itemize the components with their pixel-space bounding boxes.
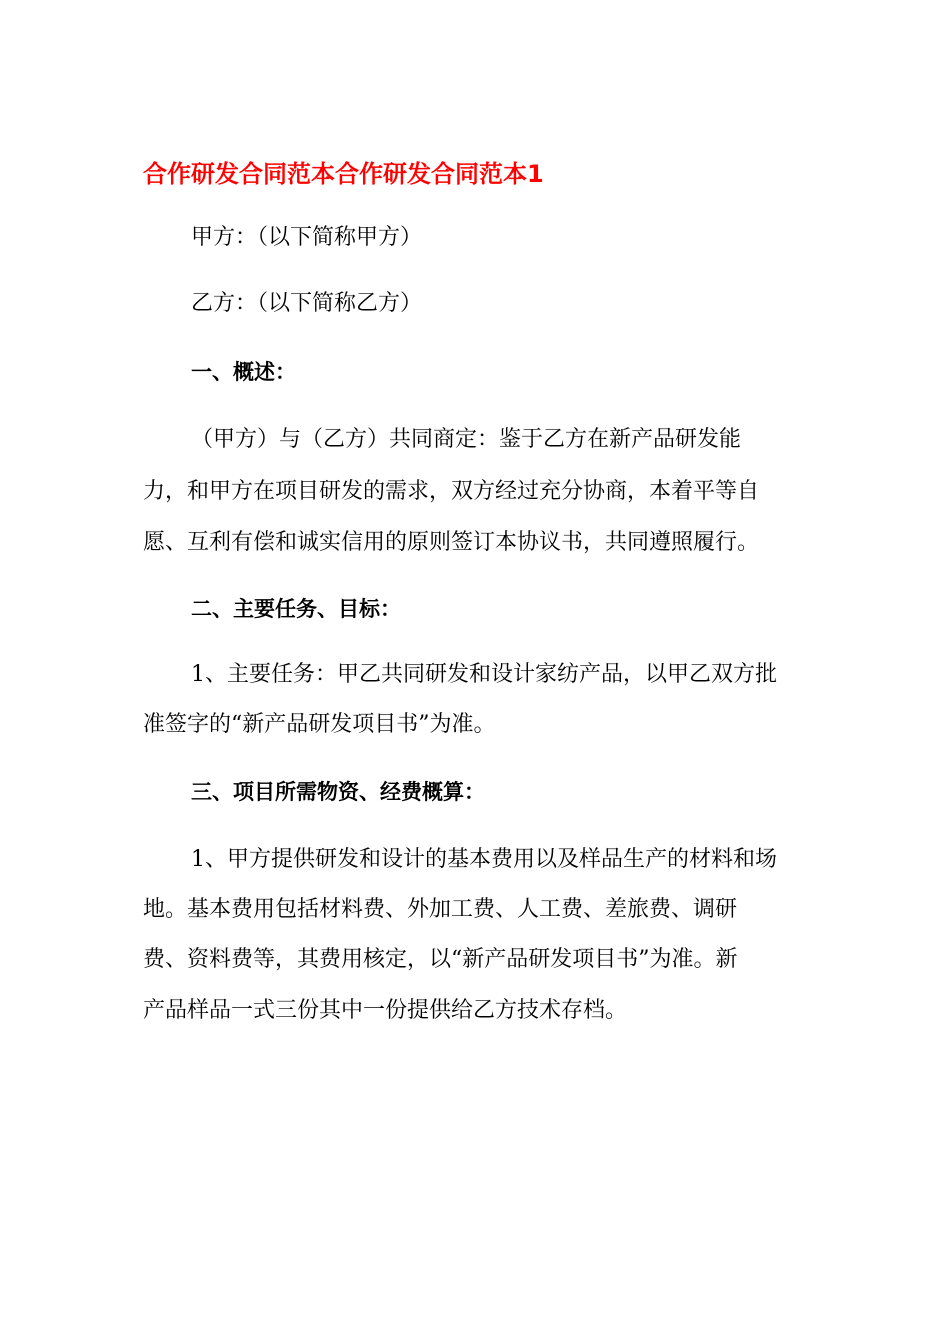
section-3-heading: 三、项目所需物资、经费概算： — [191, 780, 485, 804]
party-a-line: 甲方：（以下简称甲方） — [191, 225, 423, 250]
section-1-line: 力，和甲方在项目研发的需求，双方经过充分协商，本着平等自 — [143, 479, 760, 504]
section-2-heading: 二、主要任务、目标： — [191, 597, 401, 621]
document-title: 合作研发合同范本合作研发合同范本1 — [143, 160, 544, 188]
section-3-line: 产品样品一式三份其中一份提供给乙方技术存档。 — [143, 998, 628, 1023]
section-3-line: 费、资料费等，其费用核定，以“新产品研发项目书”为准。新 — [143, 947, 738, 972]
section-3-line: 1、甲方提供研发和设计的基本费用以及样品生产的材料和场 — [191, 847, 777, 872]
section-1-line: 愿、互利有偿和诚实信用的原则签订本协议书，共同遵照履行。 — [143, 530, 760, 555]
section-3-line: 地。基本费用包括材料费、外加工费、人工费、差旅费、调研 — [143, 897, 738, 922]
section-2-line: 1、主要任务：甲乙共同研发和设计家纺产品，以甲乙双方批 — [191, 662, 777, 687]
section-1-heading: 一、概述： — [191, 360, 296, 384]
section-2-line: 准签字的“新产品研发项目书”为准。 — [143, 712, 496, 737]
section-1-line: （甲方）与（乙方）共同商定：鉴于乙方在新产品研发能 — [191, 427, 742, 452]
party-b-line: 乙方：（以下简称乙方） — [191, 291, 423, 316]
